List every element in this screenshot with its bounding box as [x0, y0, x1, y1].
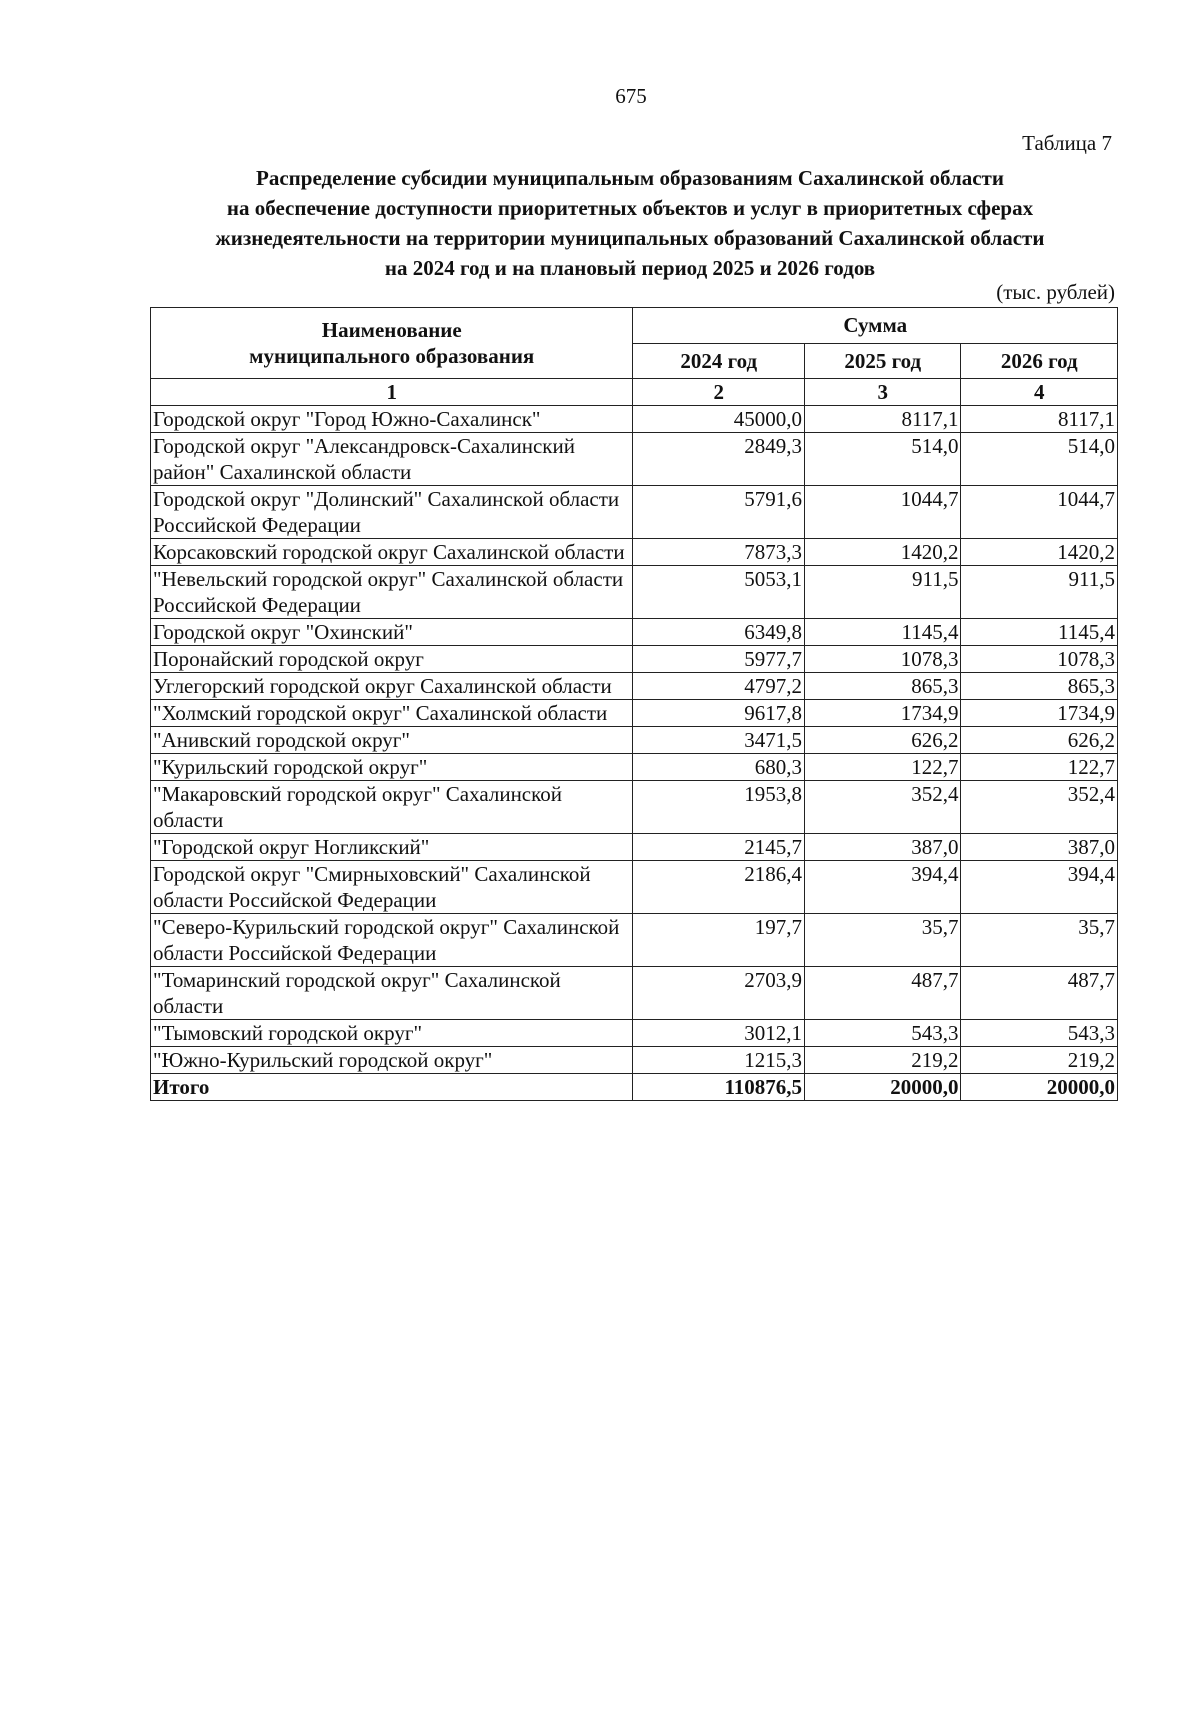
table-row [151, 967, 1118, 1020]
header-name-line: Наименование [321, 318, 462, 342]
value-2025: 514,0 [805, 433, 961, 486]
value-2026: 543,3 [961, 1020, 1118, 1047]
value-2025: 1078,3 [805, 646, 961, 673]
table-row [151, 1020, 1118, 1047]
total-row [151, 1074, 1118, 1101]
table-label: Таблица 7 [1022, 131, 1112, 155]
unit-label: (тыс. рублей) [996, 280, 1115, 304]
value-2025: 911,5 [805, 566, 961, 619]
header-sum: Сумма [633, 308, 1118, 344]
column-number: 4 [961, 379, 1118, 406]
value-2026: 865,3 [961, 673, 1118, 700]
municipality-name: Городской округ "Охинский" [151, 619, 633, 646]
value-2024: 1953,8 [633, 781, 805, 834]
value-2025: 394,4 [805, 861, 961, 914]
column-number: 2 [633, 379, 805, 406]
value-2025: 487,7 [805, 967, 961, 1020]
value-2025: 1420,2 [805, 539, 961, 566]
value-2024: 5977,7 [633, 646, 805, 673]
value-2024: 9617,8 [633, 700, 805, 727]
table-row [151, 861, 1118, 914]
value-2024: 2186,4 [633, 861, 805, 914]
value-2025: 122,7 [805, 754, 961, 781]
table-row [151, 539, 1118, 566]
header-year-2026: 2026 год [961, 343, 1118, 379]
value-2026: 8117,1 [961, 406, 1118, 433]
value-2024: 5053,1 [633, 566, 805, 619]
municipality-name: Углегорский городской округ Сахалинской области [151, 673, 633, 700]
table-row [151, 834, 1118, 861]
value-2026: 911,5 [961, 566, 1118, 619]
table-row [151, 406, 1118, 433]
total-2026: 20000,0 [961, 1074, 1118, 1101]
total-label: Итого [151, 1074, 633, 1101]
municipality-name: "Макаровский городской округ" Сахалинской области [151, 781, 633, 834]
value-2026: 394,4 [961, 861, 1118, 914]
value-2025: 626,2 [805, 727, 961, 754]
table-row [151, 619, 1118, 646]
value-2024: 2849,3 [633, 433, 805, 486]
header-year-2024: 2024 год [633, 343, 805, 379]
value-2026: 1420,2 [961, 539, 1118, 566]
header-name [151, 308, 633, 379]
municipality-name: "Тымовский городской округ" [151, 1020, 633, 1047]
value-2026: 1078,3 [961, 646, 1118, 673]
value-2024: 7873,3 [633, 539, 805, 566]
value-2026: 626,2 [961, 727, 1118, 754]
value-2024: 680,3 [633, 754, 805, 781]
value-2024: 2703,9 [633, 967, 805, 1020]
title-line: на 2024 год и на плановый период 2025 и 2026 годов [384, 256, 876, 280]
value-2025: 543,3 [805, 1020, 961, 1047]
value-2026: 1734,9 [961, 700, 1118, 727]
table-row [151, 1047, 1118, 1074]
document-title [120, 163, 1140, 283]
value-2026: 219,2 [961, 1047, 1118, 1074]
table-row [151, 914, 1118, 967]
value-2026: 387,0 [961, 834, 1118, 861]
value-2024: 1215,3 [633, 1047, 805, 1074]
header-row [151, 308, 1118, 344]
value-2024: 2145,7 [633, 834, 805, 861]
municipality-name: "Курильский городской округ" [151, 754, 633, 781]
value-2024: 3471,5 [633, 727, 805, 754]
municipality-name: "Холмский городской округ" Сахалинской области [151, 700, 633, 727]
table-row [151, 566, 1118, 619]
header-name-line: муниципального образования [249, 344, 535, 368]
table-row [151, 781, 1118, 834]
table-row [151, 754, 1118, 781]
table-row [151, 646, 1118, 673]
value-2026: 1145,4 [961, 619, 1118, 646]
municipality-name: Городской округ "Александровск-Сахалинский район" Сахалинской области [151, 433, 633, 486]
table-row [151, 673, 1118, 700]
column-number-row [151, 379, 1118, 406]
value-2024: 5791,6 [633, 486, 805, 539]
table-row [151, 486, 1118, 539]
municipality-name: "Анивский городской округ" [151, 727, 633, 754]
municipality-name: Корсаковский городской округ Сахалинской области [151, 539, 633, 566]
municipality-name: "Городской округ Ногликский" [151, 834, 633, 861]
title-line: жизнедеятельности на территории муниципальных образований Сахалинской области [215, 226, 1045, 250]
table-row [151, 433, 1118, 486]
value-2026: 487,7 [961, 967, 1118, 1020]
value-2025: 219,2 [805, 1047, 961, 1074]
total-2024: 110876,5 [633, 1074, 805, 1101]
municipality-name: "Невельский городской округ" Сахалинской области Российской Федерации [151, 566, 633, 619]
value-2025: 1145,4 [805, 619, 961, 646]
title-line: на обеспечение доступности приоритетных объектов и услуг в приоритетных сферах [226, 196, 1034, 220]
value-2025: 8117,1 [805, 406, 961, 433]
value-2024: 3012,1 [633, 1020, 805, 1047]
value-2025: 1044,7 [805, 486, 961, 539]
value-2025: 387,0 [805, 834, 961, 861]
value-2024: 197,7 [633, 914, 805, 967]
value-2024: 6349,8 [633, 619, 805, 646]
municipality-name: "Томаринский городской округ" Сахалинской области [151, 967, 633, 1020]
page-number: 675 [615, 84, 647, 108]
title-line: Распределение субсидии муниципальным образованиям Сахалинской области [256, 166, 1004, 190]
municipality-name: "Северо-Курильский городской округ" Сахалинской области Российской Федерации [151, 914, 633, 967]
value-2024: 4797,2 [633, 673, 805, 700]
municipality-name: Городской округ "Город Южно-Сахалинск" [151, 406, 633, 433]
total-2025: 20000,0 [805, 1074, 961, 1101]
value-2026: 35,7 [961, 914, 1118, 967]
municipality-name: Городской округ "Долинский" Сахалинской области Российской Федерации [151, 486, 633, 539]
value-2024: 45000,0 [633, 406, 805, 433]
value-2026: 514,0 [961, 433, 1118, 486]
table-body [151, 406, 1118, 1074]
column-number: 3 [805, 379, 961, 406]
header-year-2025: 2025 год [805, 343, 961, 379]
municipality-name: Поронайский городской округ [151, 646, 633, 673]
municipality-name: "Южно-Курильский городской округ" [151, 1047, 633, 1074]
table-row [151, 700, 1118, 727]
value-2025: 352,4 [805, 781, 961, 834]
column-number: 1 [151, 379, 633, 406]
value-2026: 1044,7 [961, 486, 1118, 539]
value-2026: 122,7 [961, 754, 1118, 781]
subsidy-table [150, 307, 1118, 1101]
value-2025: 1734,9 [805, 700, 961, 727]
municipality-name: Городской округ "Смирныховский" Сахалинской области Российской Федерации [151, 861, 633, 914]
value-2025: 35,7 [805, 914, 961, 967]
table-row [151, 727, 1118, 754]
value-2025: 865,3 [805, 673, 961, 700]
value-2026: 352,4 [961, 781, 1118, 834]
